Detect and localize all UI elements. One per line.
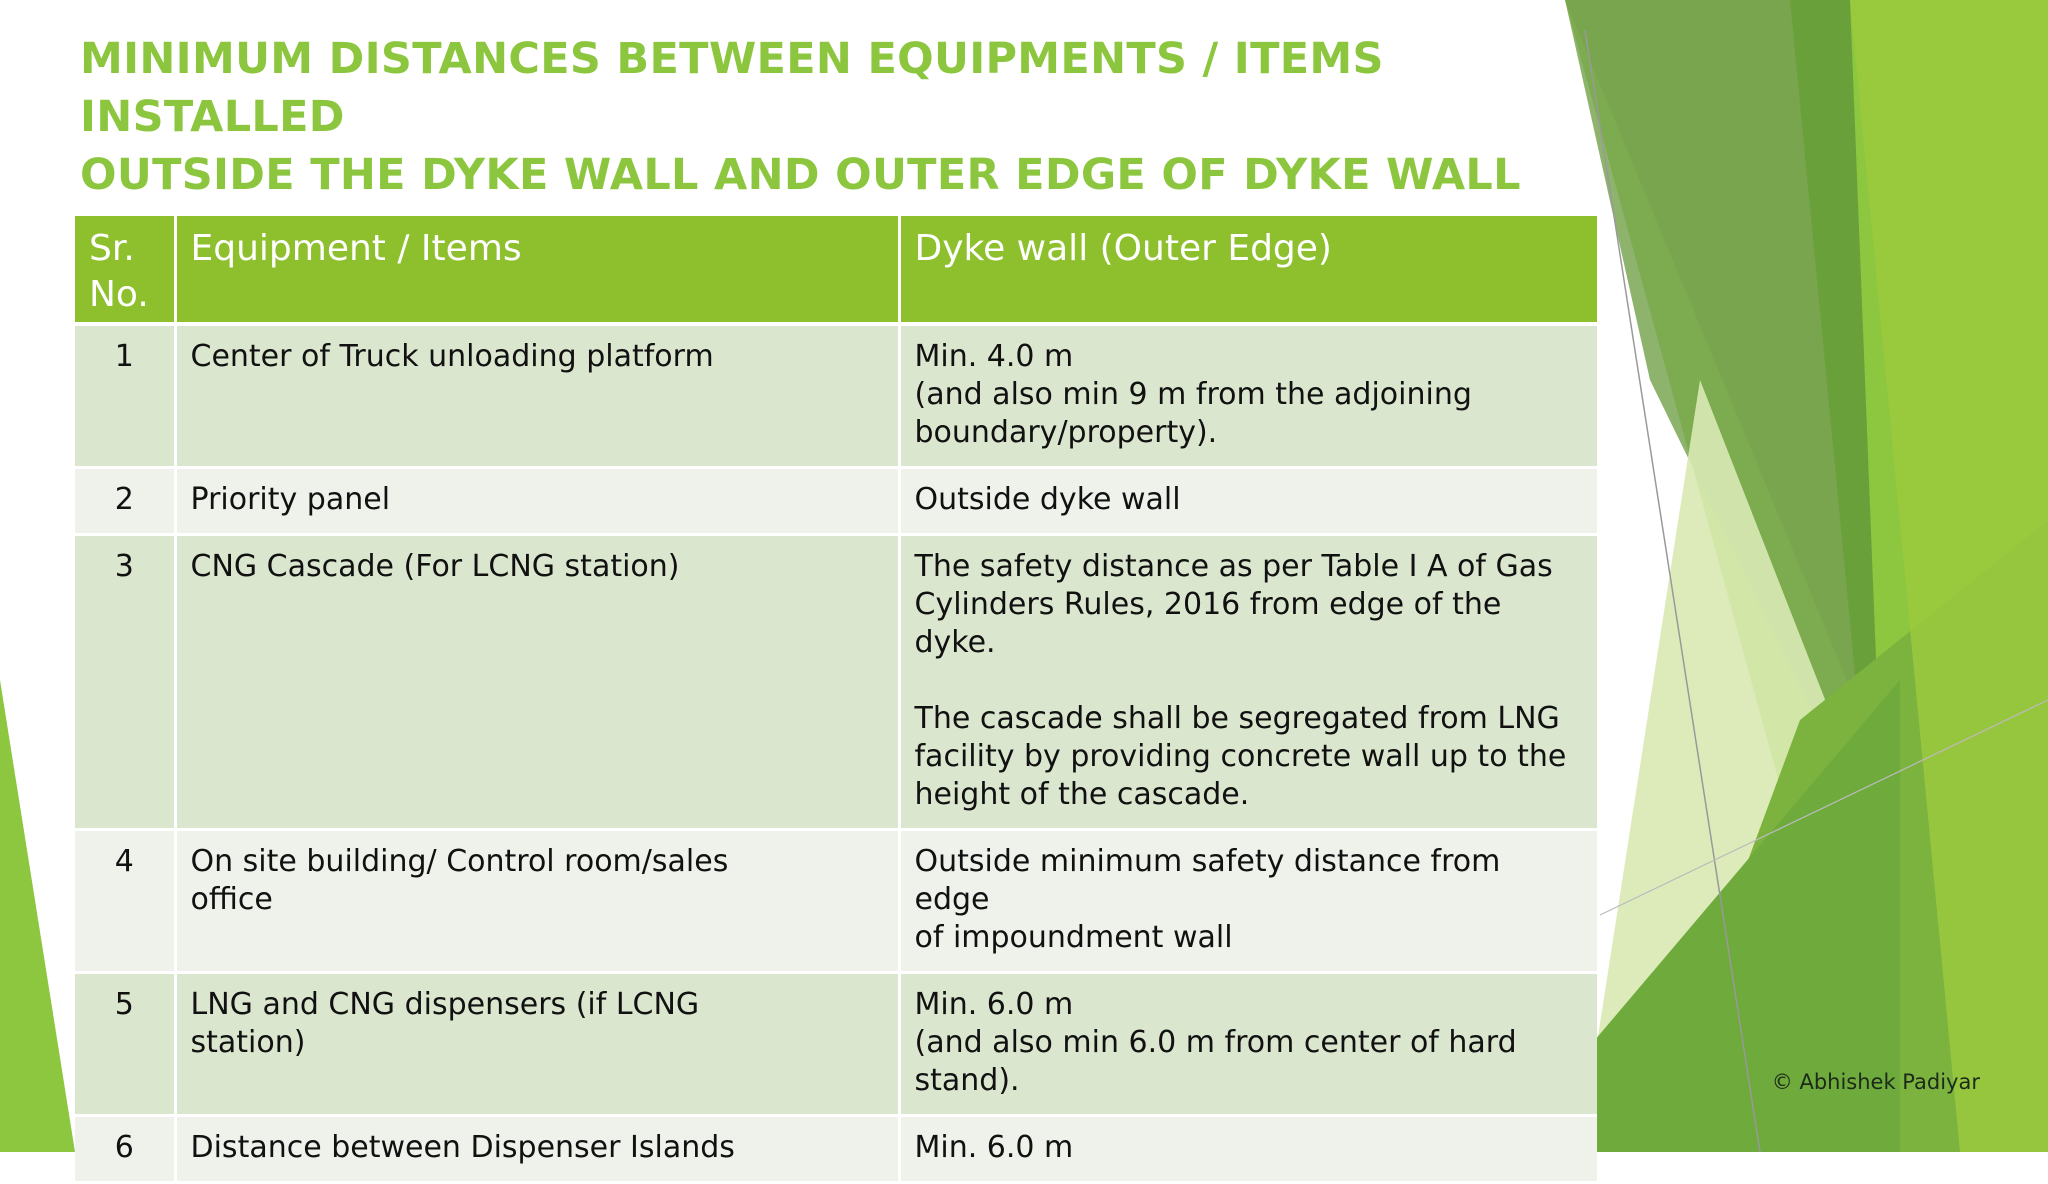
row-distance: [899, 324, 1597, 468]
table-row: [75, 324, 1597, 468]
row-item-text: Priority panel: [190, 482, 391, 517]
header-sr-no: [75, 216, 175, 324]
row-item: [175, 324, 899, 468]
row-distance: [899, 468, 1597, 535]
row-item-text: On site building/ Control room/sales office: [190, 844, 729, 917]
row-item: [175, 1116, 899, 1183]
distance-table: [75, 216, 1597, 1184]
row-distance-text: Min. 4.0 m (and also min 9 m from the adjoining boundary/property).: [914, 339, 1472, 450]
row-item: [175, 973, 899, 1116]
row-item: [175, 830, 899, 973]
slide-title-line-1: MINIMUM DISTANCES BETWEEN EQUIPMENTS / ITEMS INSTALLED: [80, 34, 1384, 142]
row-item-text: CNG Cascade (For LCNG station): [190, 549, 680, 584]
row-sr: 1: [75, 324, 175, 468]
row-item-text: LNG and CNG dispensers (if LCNG station): [190, 987, 700, 1060]
row-item-text: Distance between Dispenser Islands: [190, 1130, 735, 1165]
row-item: [175, 535, 899, 830]
row-distance-text: Min. 6.0 m (and also min 6.0 m from center of hard stand).: [914, 987, 1517, 1098]
header-equipment: Equipment / Items: [175, 216, 899, 324]
row-sr: 5: [75, 973, 175, 1116]
row-distance-text: The safety distance as per Table I A of Gas Cylinders Rules, 2016 from edge of the dyke. The cascade shall be segregated from LNG facility by providing concrete wall up to the height of the cascade.: [914, 549, 1567, 812]
table-header-row: [75, 216, 1597, 324]
table-row: [75, 535, 1597, 830]
row-distance: [899, 973, 1597, 1116]
table-row: [75, 830, 1597, 973]
row-sr: 6: [75, 1116, 175, 1183]
row-sr: 3: [75, 535, 175, 830]
table-row: [75, 973, 1597, 1116]
row-item-text: Center of Truck unloading platform: [190, 339, 714, 374]
row-distance: [899, 535, 1597, 830]
row-item: [175, 468, 899, 535]
slide-title-line-2: OUTSIDE THE DYKE WALL AND OUTER EDGE OF DYKE WALL: [80, 150, 1521, 200]
table-row: [75, 468, 1597, 535]
table-row: [75, 1116, 1597, 1183]
copyright-notice: © Abhishek Padiyar: [1771, 1070, 1980, 1094]
header-dyke-wall: Dyke wall (Outer Edge): [899, 216, 1597, 324]
row-distance-text: Outside dyke wall: [914, 482, 1181, 517]
slide-title: [80, 30, 1580, 204]
row-distance-text: Outside minimum safety distance from edge of impoundment wall: [914, 844, 1501, 955]
row-distance: [899, 1116, 1597, 1183]
header-sr-no-label: Sr. No.: [89, 228, 149, 315]
row-distance: [899, 830, 1597, 973]
row-distance-text: Min. 6.0 m: [914, 1130, 1074, 1165]
row-sr: 4: [75, 830, 175, 973]
row-sr: 2: [75, 468, 175, 535]
